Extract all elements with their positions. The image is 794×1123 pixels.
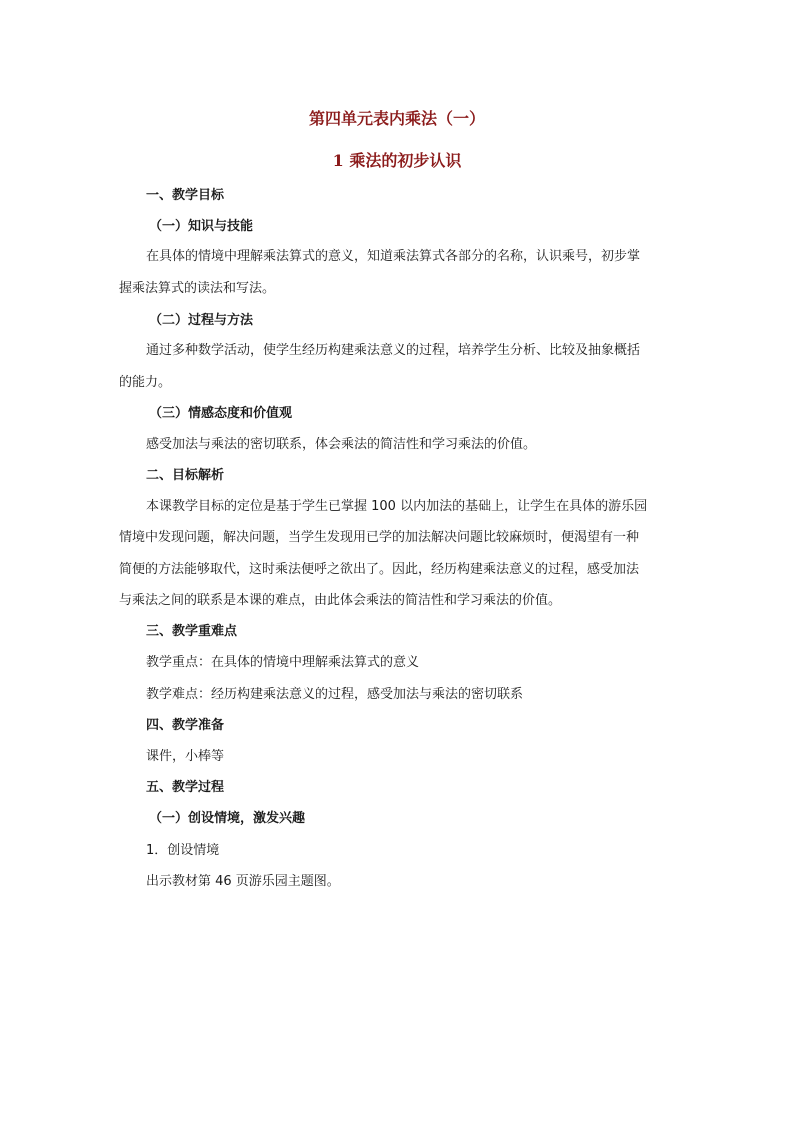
paragraph-line: 感受加法与乘法的密切联系，体会乘法的简洁性和学习乘法的价值。 [146,437,537,452]
paragraph-line: 情境中发现问题，解决问题，当学生发现用已学的加法解决问题比较麻烦时，便渴望有一种 [119,530,640,545]
document-title: 第四单元表内乘法（一） [308,109,485,128]
paragraph-line: 与乘法之间的联系是本课的难点，由此体会乘法的简洁性和学习乘法的价值。 [119,593,562,608]
section-heading-teaching-goals: 一、教学目标 [146,188,225,203]
section-heading-teaching-process: 五、教学过程 [146,780,225,795]
paragraph-line: 通过多种数学活动，使学生经历构建乘法意义的过程，培养学生分析、比较及抽象概括 [146,343,641,358]
lesson-title: 1 乘法的初步认识 [332,151,462,170]
section-heading-key-difficult-points: 三、教学重难点 [146,624,238,639]
section-heading-preparation: 四、教学准备 [146,718,225,733]
paragraph-line: 教学难点：经历构建乘法意义的过程，感受加法与乘法的密切联系 [146,687,524,702]
paragraph-line: 的能力。 [119,375,172,390]
paragraph-line: 在具体的情境中理解乘法算式的意义，知道乘法算式各部分的名称，认识乘号，初步掌 [146,249,641,264]
paragraph-line: 本课教学目标的定位是基于学生已掌握 100 以内加法的基础上，让学生在具体的游乐园 [146,499,648,514]
subheading-create-situation: （一）创设情境，激发兴趣 [149,811,306,826]
paragraph-line: 教学重点：在具体的情境中理解乘法算式的意义 [146,655,420,670]
paragraph-line: 出示教材第 46 页游乐园主题图。 [146,874,340,889]
section-heading-goal-analysis: 二、目标解析 [146,468,225,483]
list-item: 1．创设情境 [146,843,220,858]
subheading-knowledge-skills: （一）知识与技能 [149,219,254,234]
paragraph-line: 握乘法算式的读法和写法。 [119,281,276,296]
subheading-attitudes-values: （三）情感态度和价值观 [149,406,293,421]
subheading-process-methods: （二）过程与方法 [149,313,254,328]
paragraph-line: 课件，小棒等 [146,749,225,764]
paragraph-line: 简便的方法能够取代，这时乘法便呼之欲出了。因此，经历构建乘法意义的过程，感受加法 [119,562,640,577]
